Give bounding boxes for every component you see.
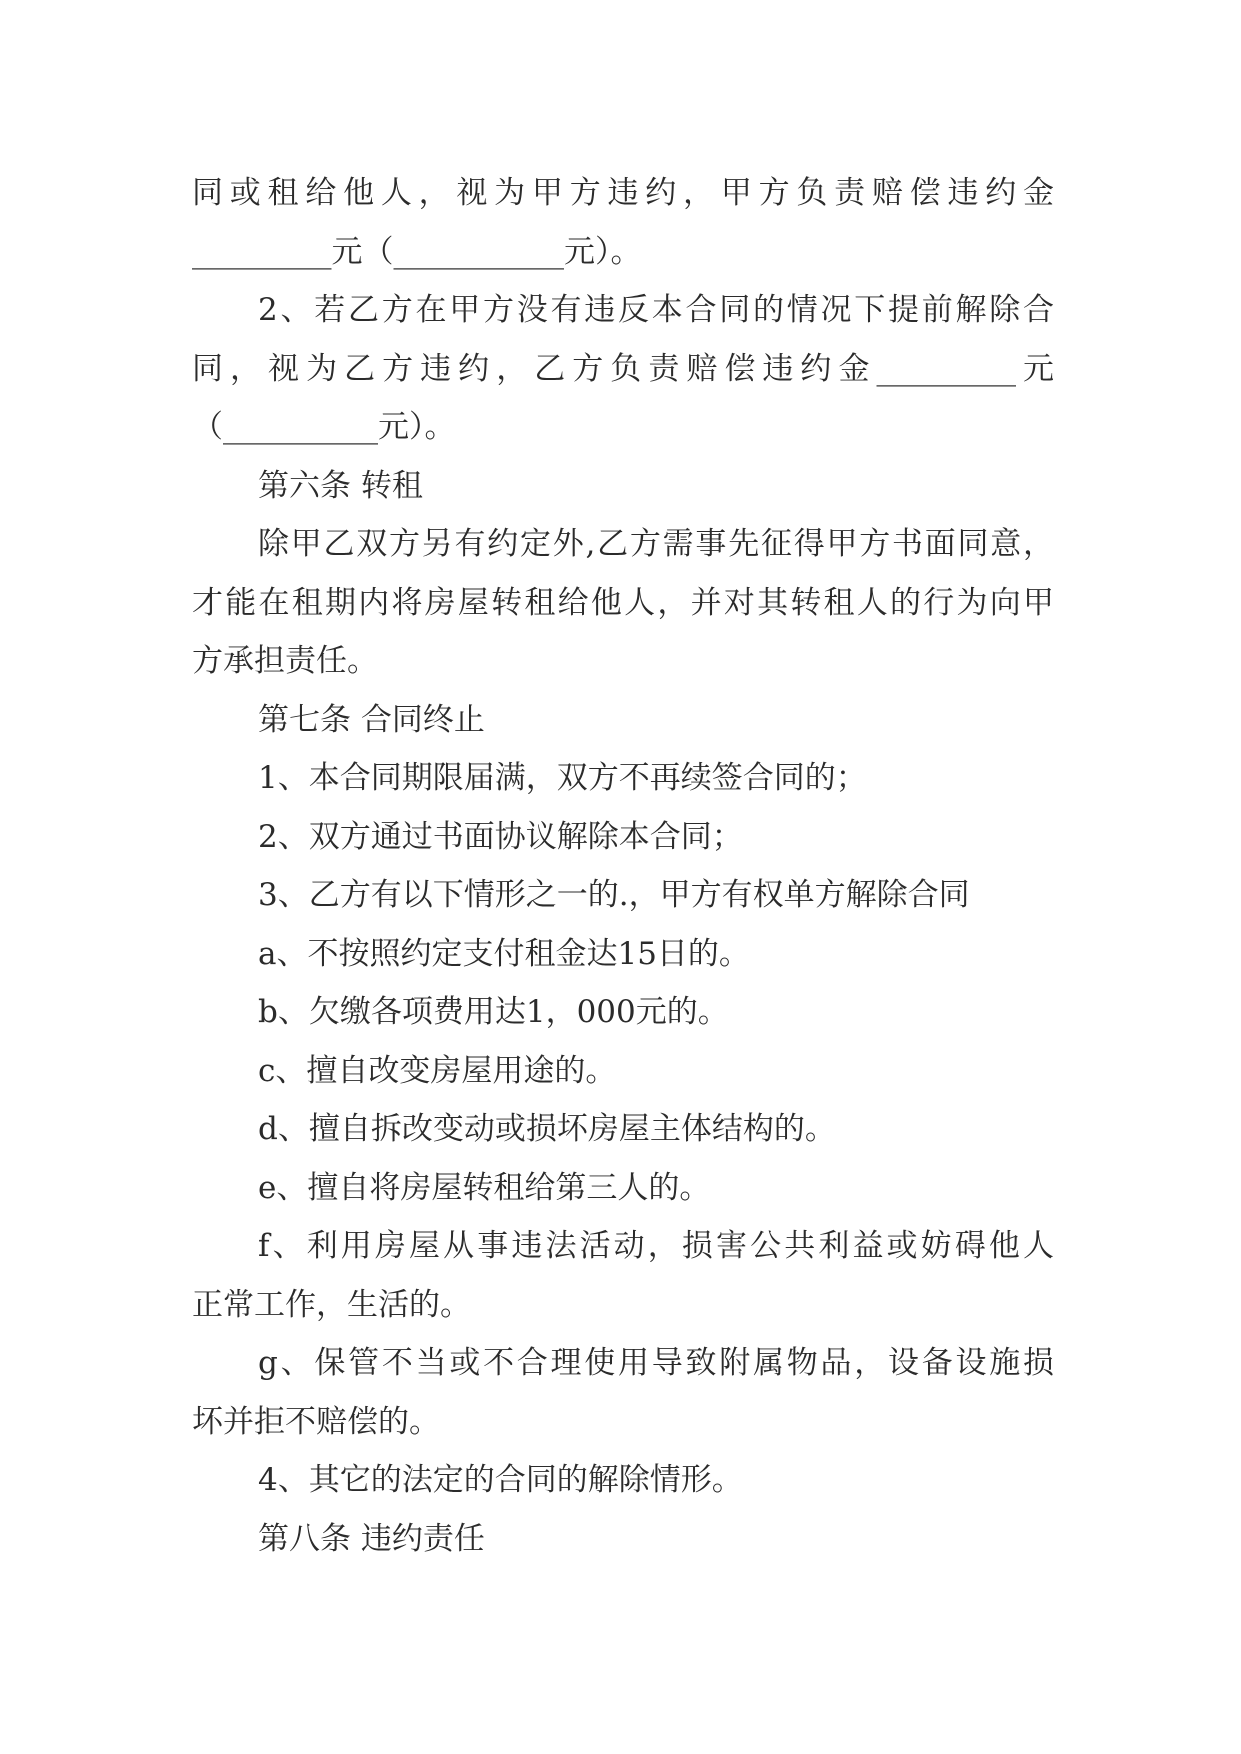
document-body xyxy=(192,164,1054,1568)
list-item: a、不按照约定支付租金达15日的。 xyxy=(258,935,750,972)
list-item: b、欠缴各项费用达1，000元的。 xyxy=(258,994,729,1030)
text-line: （__________元）。 xyxy=(192,409,456,445)
text-line: 同或租给他人，视为甲方违约，甲方负责赔偿违约金 xyxy=(192,175,1054,211)
list-item: 3、乙方有以下情形之一的.，甲方有权单方解除合同 xyxy=(258,877,970,913)
list-item: e、擅自将房屋转租给第三人的。 xyxy=(258,1169,711,1206)
list-item: 4、其它的法定的合同的解除情形。 xyxy=(258,1462,743,1498)
list-item: 1、本合同期限届满，双方不再续签合同的； xyxy=(258,760,867,796)
list-item: d、擅自拆改变动或损坏房屋主体结构的。 xyxy=(258,1111,836,1147)
text-line: 同，视为乙方违约，乙方负责赔偿违约金_________元 xyxy=(192,350,1054,387)
text-line: 才能在租期内将房屋转租给他人，并对其转租人的行为向甲 xyxy=(192,584,1054,621)
paragraph-start: 除甲乙双方另有约定外,乙方需事先征得甲方书面同意， xyxy=(258,526,1054,562)
text-line: 坏并拒不赔偿的。 xyxy=(192,1403,440,1440)
list-item: g、保管不当或不合理使用导致附属物品，设备设施损 xyxy=(258,1345,1054,1381)
section-heading: 第八条 违约责任 xyxy=(258,1520,485,1557)
list-item: c、擅自改变房屋用途的。 xyxy=(258,1052,617,1089)
paragraph-start: 2、若乙方在甲方没有违反本合同的情况下提前解除合 xyxy=(258,292,1054,328)
text-line: 方承担责任。 xyxy=(192,643,378,679)
section-heading: 第六条 转租 xyxy=(258,467,423,504)
list-item: f、利用房屋从事违法活动，损害公共利益或妨碍他人 xyxy=(258,1228,1054,1264)
text-line: _________元（___________元）。 xyxy=(192,233,642,270)
list-item: 2、双方通过书面协议解除本合同； xyxy=(258,818,743,855)
text-line: 正常工作，生活的。 xyxy=(192,1286,471,1323)
section-heading: 第七条 合同终止 xyxy=(258,701,485,738)
